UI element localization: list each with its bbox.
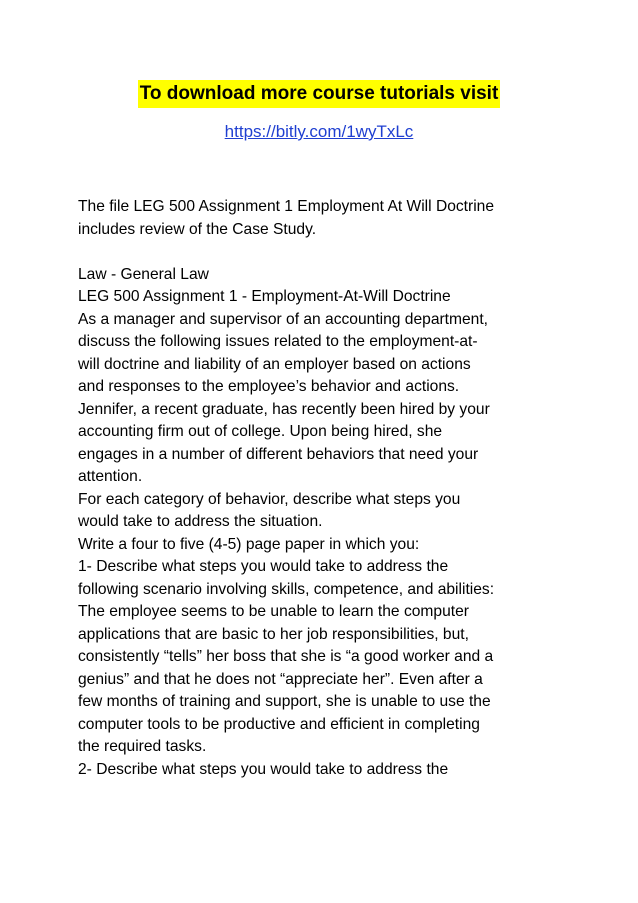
body-line: Jennifer, a recent graduate, has recently been hired by your bbox=[78, 400, 490, 418]
document-body bbox=[78, 196, 578, 781]
body-line: attention. bbox=[78, 468, 143, 485]
body-line: 2- Describe what steps you would take to address the bbox=[78, 760, 449, 778]
body-line: engages in a number of different behaviors that need your bbox=[78, 445, 479, 463]
body-line: and responses to the employee’s behavior and actions. bbox=[78, 378, 460, 395]
body-line: few months of training and support, she is unable to use the bbox=[78, 693, 491, 710]
body-line: Write a four to five (4-5) page paper in which you: bbox=[78, 535, 420, 553]
body-line: would take to address the situation. bbox=[78, 513, 323, 530]
header-title-container bbox=[0, 80, 638, 108]
body-line: will doctrine and liability of an employer based on actions bbox=[78, 355, 471, 373]
intro-line: The file LEG 500 Assignment 1 Employment At Will Doctrine bbox=[78, 198, 495, 215]
body-line: applications that are basic to her job responsibilities, but, bbox=[78, 625, 469, 643]
header-link-container bbox=[0, 120, 638, 144]
body-line: As a manager and supervisor of an accounting department, bbox=[78, 310, 489, 328]
body-line: For each category of behavior, describe what steps you bbox=[78, 490, 461, 508]
header-title: To download more course tutorials visit bbox=[138, 80, 501, 108]
body-line: discuss the following issues related to the employment-at- bbox=[78, 333, 478, 350]
tutorial-link[interactable]: https://bitly.com/1wyTxLc bbox=[224, 122, 414, 141]
body-line: accounting firm out of college. Upon being hired, she bbox=[78, 423, 443, 440]
body-line: the required tasks. bbox=[78, 738, 207, 755]
body-line: Law - General Law bbox=[78, 265, 209, 283]
body-line: following scenario involving skills, competence, and abilities: bbox=[78, 580, 495, 598]
body-line: consistently “tells” her boss that she is “a good worker and a bbox=[78, 648, 494, 665]
body-line: The employee seems to be unable to learn the computer bbox=[78, 603, 469, 620]
body-line: 1- Describe what steps you would take to address the bbox=[78, 558, 449, 575]
paragraph-gap bbox=[78, 241, 578, 264]
intro-line: includes review of the Case Study. bbox=[78, 220, 317, 238]
body-line: genius” and that he does not “appreciate her”. Even after a bbox=[78, 670, 483, 688]
body-line: computer tools to be productive and efficient in completing bbox=[78, 715, 480, 733]
body-line: LEG 500 Assignment 1 - Employment-At-Will Doctrine bbox=[78, 288, 451, 305]
